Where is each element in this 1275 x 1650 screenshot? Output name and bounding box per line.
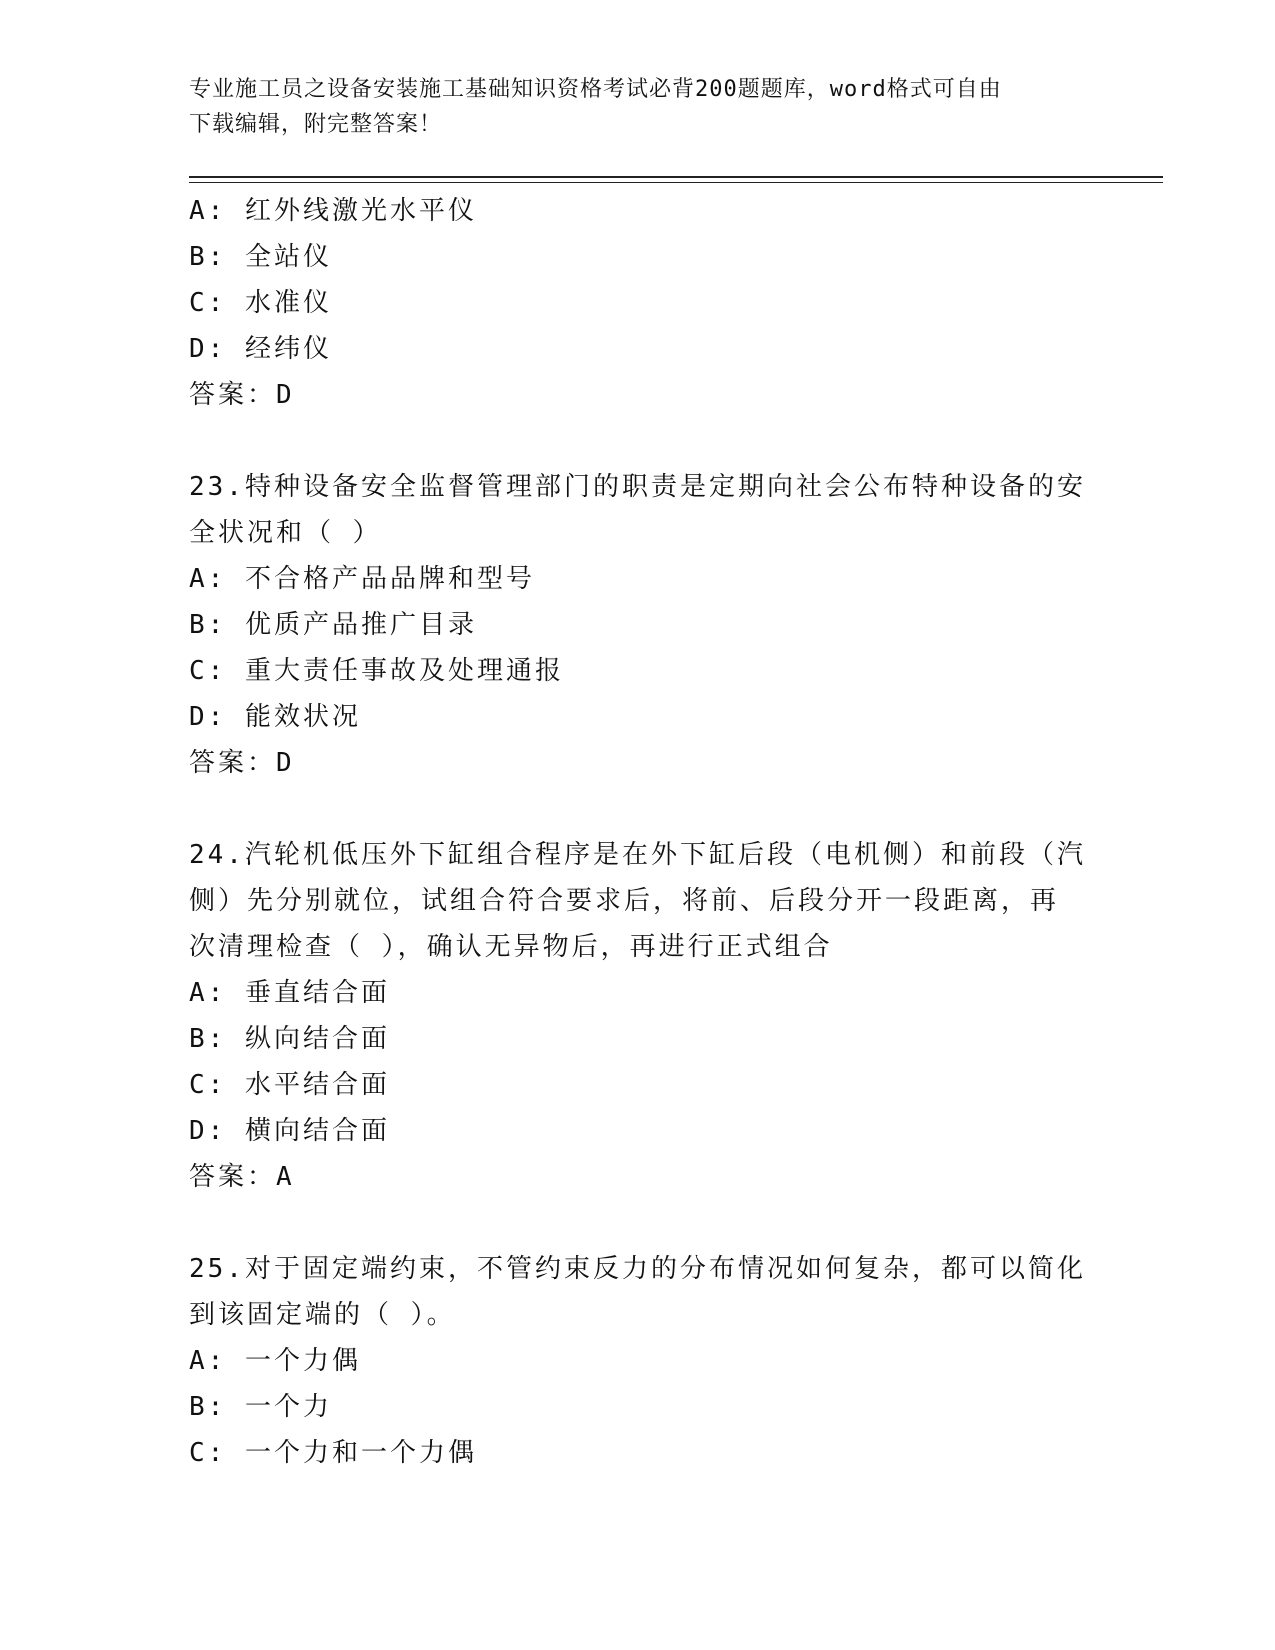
option-c: C: 一个力和一个力偶 bbox=[189, 1438, 477, 1468]
option-d: D: 横向结合面 bbox=[189, 1116, 390, 1146]
question-stem-line: 25.对于固定端约束，不管约束反力的分布情况如何复杂，都可以简化 bbox=[189, 1254, 1086, 1284]
option-d: D: 能效状况 bbox=[189, 702, 361, 732]
question-25 bbox=[189, 1246, 1089, 1476]
question-stem-line: 次清理检查（ ），确认无异物后，再进行正式组合 bbox=[189, 932, 833, 962]
question-stem-line: 到该固定端的（ ）。 bbox=[189, 1300, 456, 1330]
answer-text: 答案：D bbox=[189, 380, 295, 410]
option-b: B: 全站仪 bbox=[189, 242, 332, 272]
option-b: B: 优质产品推广目录 bbox=[189, 610, 477, 640]
question-gap bbox=[189, 418, 1089, 464]
question-gap bbox=[189, 1200, 1089, 1246]
question-stem-line: 侧）先分别就位，试组合符合要求后，将前、后段分开一段距离，再 bbox=[189, 886, 1060, 916]
question-23 bbox=[189, 464, 1089, 786]
header-line-1: 专业施工员之设备安装施工基础知识资格考试必背200题题库，word格式可自由 bbox=[189, 77, 1002, 102]
option-a: A: 垂直结合面 bbox=[189, 978, 390, 1008]
answer-text: 答案：D bbox=[189, 748, 295, 778]
question-stem-line: 全状况和（ ） bbox=[189, 518, 382, 548]
header-line-2: 下载编辑，附完整答案！ bbox=[189, 112, 443, 137]
question-gap bbox=[189, 786, 1089, 832]
header-divider-thin bbox=[189, 182, 1163, 183]
option-a: A: 一个力偶 bbox=[189, 1346, 361, 1376]
header-divider-thick bbox=[189, 176, 1163, 178]
option-d: D: 经纬仪 bbox=[189, 334, 332, 364]
answer-text: 答案：A bbox=[189, 1162, 295, 1192]
document-header bbox=[189, 72, 1089, 142]
option-c: C: 重大责任事故及处理通报 bbox=[189, 656, 564, 686]
question-stem-line: 24.汽轮机低压外下缸组合程序是在外下缸后段（电机侧）和前段（汽 bbox=[189, 840, 1086, 870]
option-b: B: 纵向结合面 bbox=[189, 1024, 390, 1054]
question-content bbox=[189, 188, 1089, 1476]
option-c: C: 水准仪 bbox=[189, 288, 332, 318]
question-stem-line: 23.特种设备安全监督管理部门的职责是定期向社会公布特种设备的安 bbox=[189, 472, 1086, 502]
option-c: C: 水平结合面 bbox=[189, 1070, 390, 1100]
continued-question bbox=[189, 188, 1089, 418]
option-b: B: 一个力 bbox=[189, 1392, 332, 1422]
option-a: A: 不合格产品品牌和型号 bbox=[189, 564, 535, 594]
option-a: A: 红外线激光水平仪 bbox=[189, 196, 477, 226]
question-24 bbox=[189, 832, 1089, 1200]
